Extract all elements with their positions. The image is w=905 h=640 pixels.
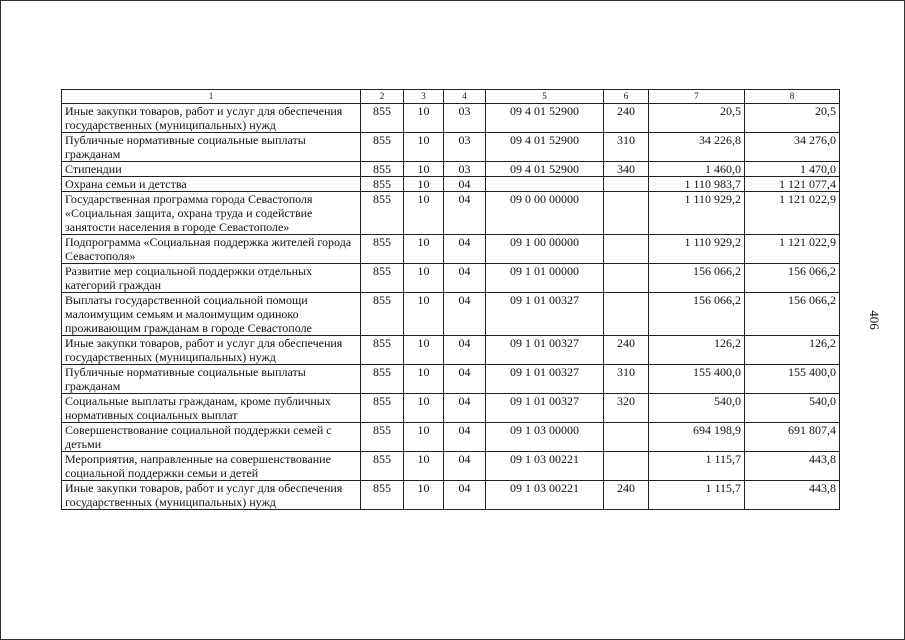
row-amount-cell: 1 110 929,2 [649,192,745,235]
row-amount-cell: 694 198,9 [649,423,745,452]
row-amount-cell: 20,5 [649,104,745,133]
row-type-cell: 240 [604,104,649,133]
row-amount-cell: 1 110 929,2 [649,235,745,264]
row-article-cell: 09 1 00 00000 [486,235,604,264]
row-amount-cell: 155 400,0 [745,365,840,394]
row-name-cell: Государственная программа города Севастополя «Социальная защита, охрана труда и содействие занятости населения в городе Севастополе» [62,192,361,235]
row-name-cell: Развитие мер социальной поддержки отдельных категорий граждан [62,264,361,293]
row-subsection-cell: 04 [444,177,486,192]
row-type-cell: 310 [604,133,649,162]
row-article-cell: 09 4 01 52900 [486,104,604,133]
header-row [62,90,840,104]
row-code-cell: 855 [361,394,404,423]
row-amount-cell: 126,2 [745,336,840,365]
table-row [62,336,840,365]
row-subsection-cell: 04 [444,293,486,336]
column-header: 6 [604,90,649,104]
page-number: 406 [866,310,882,330]
row-amount-cell: 1 115,7 [649,452,745,481]
column-header: 7 [649,90,745,104]
row-amount-cell: 1 110 983,7 [649,177,745,192]
row-section-cell: 10 [404,481,444,510]
row-amount-cell: 20,5 [745,104,840,133]
row-name-cell: Стипендии [62,162,361,177]
row-amount-cell: 1 470,0 [745,162,840,177]
row-subsection-cell: 03 [444,133,486,162]
row-subsection-cell: 04 [444,394,486,423]
column-header: 3 [404,90,444,104]
row-subsection-cell: 04 [444,192,486,235]
column-header: 5 [486,90,604,104]
row-type-cell: 240 [604,336,649,365]
row-name-cell: Подпрограмма «Социальная поддержка жителей города Севастополя» [62,235,361,264]
row-article-cell [486,177,604,192]
row-section-cell: 10 [404,264,444,293]
table-row [62,264,840,293]
table-row [62,235,840,264]
table-row [62,192,840,235]
row-article-cell: 09 1 01 00327 [486,336,604,365]
row-type-cell [604,264,649,293]
row-article-cell: 09 1 01 00327 [486,394,604,423]
row-article-cell: 09 4 01 52900 [486,133,604,162]
row-section-cell: 10 [404,336,444,365]
row-article-cell: 09 4 01 52900 [486,162,604,177]
row-code-cell: 855 [361,192,404,235]
row-article-cell: 09 0 00 00000 [486,192,604,235]
row-section-cell: 10 [404,423,444,452]
row-amount-cell: 1 115,7 [649,481,745,510]
row-subsection-cell: 04 [444,264,486,293]
table-row [62,104,840,133]
row-type-cell [604,423,649,452]
row-section-cell: 10 [404,235,444,264]
row-amount-cell: 540,0 [649,394,745,423]
column-header: 1 [62,90,361,104]
table-row [62,365,840,394]
row-article-cell: 09 1 01 00327 [486,365,604,394]
row-type-cell: 340 [604,162,649,177]
row-section-cell: 10 [404,133,444,162]
row-type-cell [604,293,649,336]
budget-table [61,89,840,510]
table-row [62,481,840,510]
row-type-cell [604,235,649,264]
row-section-cell: 10 [404,452,444,481]
row-article-cell: 09 1 03 00000 [486,423,604,452]
row-type-cell [604,192,649,235]
row-code-cell: 855 [361,133,404,162]
row-code-cell: 855 [361,452,404,481]
row-amount-cell: 156 066,2 [745,264,840,293]
row-amount-cell: 1 121 077,4 [745,177,840,192]
row-code-cell: 855 [361,104,404,133]
row-name-cell: Публичные нормативные социальные выплаты гражданам [62,133,361,162]
row-amount-cell: 34 226,8 [649,133,745,162]
row-code-cell: 855 [361,177,404,192]
row-subsection-cell: 03 [444,162,486,177]
row-type-cell [604,177,649,192]
row-code-cell: 855 [361,235,404,264]
row-amount-cell: 540,0 [745,394,840,423]
row-name-cell: Выплаты государственной социальной помощи малоимущим семьям и малоимущим одиноко проживающим гражданам в городе Севастополе [62,293,361,336]
row-code-cell: 855 [361,264,404,293]
row-type-cell: 320 [604,394,649,423]
row-section-cell: 10 [404,162,444,177]
table-row [62,133,840,162]
row-name-cell: Иные закупки товаров, работ и услуг для обеспечения государственных (муниципальных) нужд [62,104,361,133]
row-amount-cell: 156 066,2 [649,293,745,336]
column-header: 4 [444,90,486,104]
table-row [62,452,840,481]
table-row [62,293,840,336]
row-amount-cell: 156 066,2 [649,264,745,293]
row-amount-cell: 443,8 [745,452,840,481]
row-subsection-cell: 04 [444,423,486,452]
row-subsection-cell: 04 [444,336,486,365]
row-amount-cell: 1 121 022,9 [745,192,840,235]
row-subsection-cell: 04 [444,235,486,264]
row-type-cell [604,452,649,481]
row-code-cell: 855 [361,423,404,452]
table-row [62,177,840,192]
row-article-cell: 09 1 01 00000 [486,264,604,293]
row-subsection-cell: 03 [444,104,486,133]
row-code-cell: 855 [361,293,404,336]
row-article-cell: 09 1 03 00221 [486,452,604,481]
row-code-cell: 855 [361,365,404,394]
row-article-cell: 09 1 03 00221 [486,481,604,510]
row-name-cell: Иные закупки товаров, работ и услуг для обеспечения государственных (муниципальных) нужд [62,336,361,365]
row-subsection-cell: 04 [444,452,486,481]
row-section-cell: 10 [404,104,444,133]
row-amount-cell: 34 276,0 [745,133,840,162]
row-section-cell: 10 [404,394,444,423]
row-name-cell: Публичные нормативные социальные выплаты гражданам [62,365,361,394]
row-type-cell: 310 [604,365,649,394]
row-type-cell: 240 [604,481,649,510]
row-name-cell: Иные закупки товаров, работ и услуг для обеспечения государственных (муниципальных) нужд [62,481,361,510]
table-row [62,162,840,177]
table-row [62,423,840,452]
row-amount-cell: 443,8 [745,481,840,510]
row-name-cell: Социальные выплаты гражданам, кроме публичных нормативных социальных выплат [62,394,361,423]
column-header: 8 [745,90,840,104]
row-name-cell: Совершенствование социальной поддержки семей с детьми [62,423,361,452]
row-amount-cell: 126,2 [649,336,745,365]
row-amount-cell: 1 121 022,9 [745,235,840,264]
row-code-cell: 855 [361,481,404,510]
row-name-cell: Охрана семьи и детства [62,177,361,192]
row-subsection-cell: 04 [444,365,486,394]
table-row [62,394,840,423]
row-article-cell: 09 1 01 00327 [486,293,604,336]
row-section-cell: 10 [404,192,444,235]
row-name-cell: Мероприятия, направленные на совершенствование социальной поддержки семьи и детей [62,452,361,481]
row-subsection-cell: 04 [444,481,486,510]
row-section-cell: 10 [404,177,444,192]
row-amount-cell: 155 400,0 [649,365,745,394]
row-section-cell: 10 [404,365,444,394]
row-code-cell: 855 [361,336,404,365]
row-section-cell: 10 [404,293,444,336]
row-amount-cell: 156 066,2 [745,293,840,336]
row-amount-cell: 691 807,4 [745,423,840,452]
row-amount-cell: 1 460,0 [649,162,745,177]
column-header: 2 [361,90,404,104]
row-code-cell: 855 [361,162,404,177]
table-body [62,104,840,510]
